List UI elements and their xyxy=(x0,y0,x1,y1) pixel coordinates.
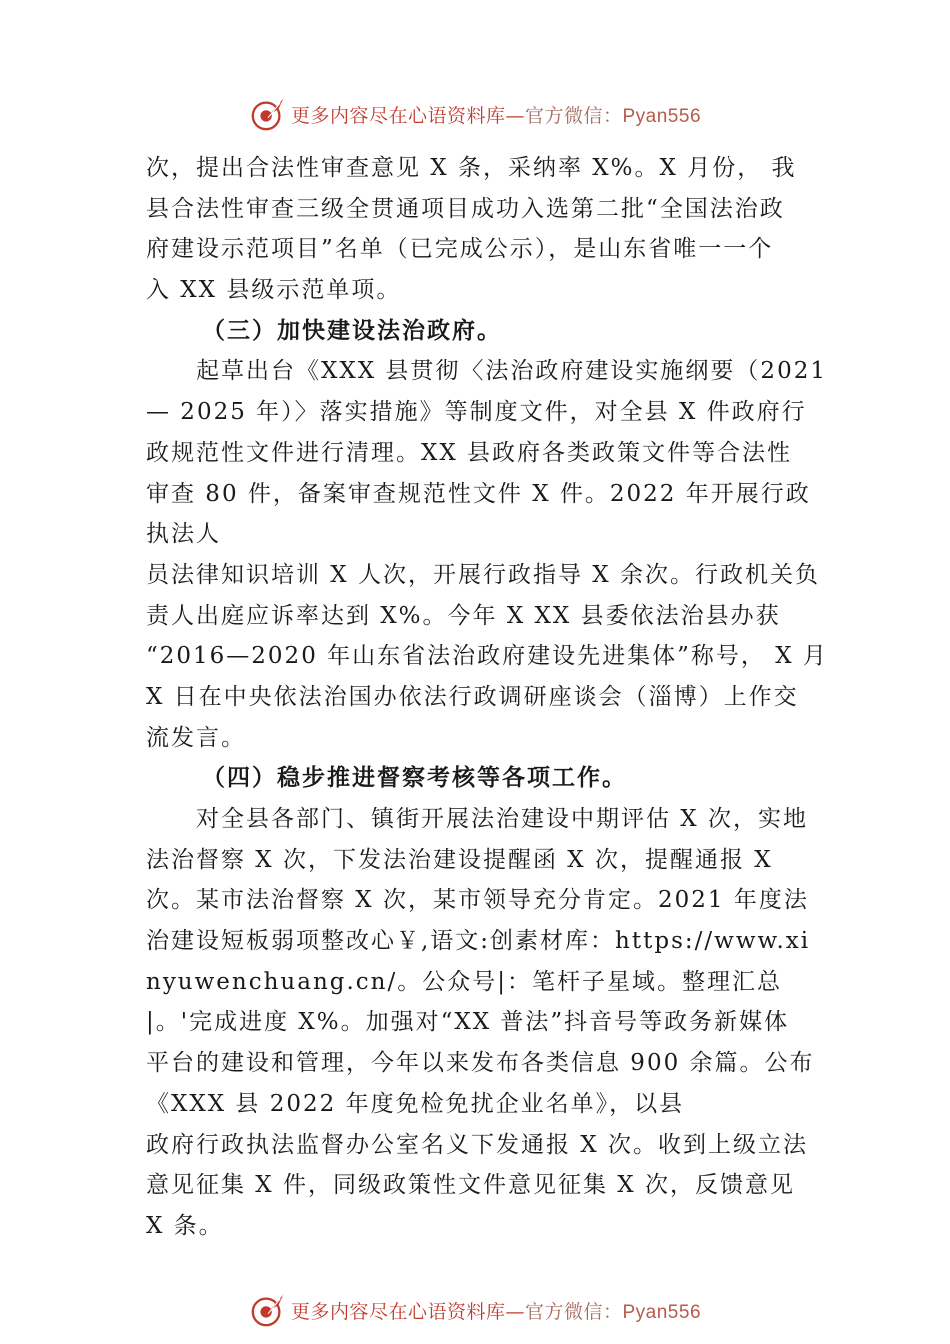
quill-logo-icon xyxy=(249,1291,287,1329)
banner-dash: — xyxy=(505,104,525,127)
text-line: 起草出台《XXX 县贯彻〈法治政府建设实施纲要（2021 xyxy=(196,358,827,385)
text-line: 政府行政执法监督办公室名义下发通报 X 次。收到上级立法 xyxy=(146,1131,808,1158)
banner-text xyxy=(291,101,701,128)
text-line: 府建设示范项目”名单（已完成公示），是山东省唯一一个 xyxy=(146,236,774,263)
text-line: 次。某市法治督察 X 次，某市领导充分肯定。2021 年度法 xyxy=(146,887,809,914)
text-line: 意见征集 X 件，同级政策性文件意见征集 X 次，反馈意见 xyxy=(146,1172,795,1199)
banner-dash: — xyxy=(505,1300,525,1323)
text-line: X 条。 xyxy=(146,1212,224,1239)
text-line: 治建设短板弱项整改心￥,语文:创素材库：https://www.xi xyxy=(146,928,811,955)
text-line: 入 XX 县级示范单项。 xyxy=(146,277,402,304)
banner-text xyxy=(291,1297,701,1324)
text-line: 责人出庭应诉率达到 X%。今年 X XX 县委依法治县办获 xyxy=(146,602,781,629)
text-line: 对全县各部门、镇街开展法治建设中期评估 X 次，实地 xyxy=(196,806,808,832)
banner-wechat-id: Pyan556 xyxy=(622,105,702,127)
text-line: 员法律知识培训 X 人次，开展行政指导 X 余次。行政机关负 xyxy=(146,561,820,588)
text-line: X 日在中央依法治国办依法行政调研座谈会（淄博）上作交 xyxy=(146,683,799,710)
text-line: 执法人 xyxy=(146,521,221,548)
text-line: 《XXX 县 2022 年度免检免扰企业名单》，以县 xyxy=(146,1090,685,1117)
text-line: 政规范性文件进行清理。XX 县政府各类政策文件等合法性 xyxy=(146,439,793,466)
text-line: 审查 80 件，备案审查规范性文件 X 件。2022 年开展行政 xyxy=(146,480,811,507)
text-line: 次，提出合法性审查意见 X 条，采纳率 X%。X 月份， 我 xyxy=(146,155,797,181)
text-line: “2016—2020 年山东省法治政府建设先进集体”称号， X 月 xyxy=(146,643,828,670)
banner-wechat-id: Pyan556 xyxy=(622,1301,702,1323)
text-line: 法治督察 X 次，下发法治建设提醒函 X 次，提醒通报 X xyxy=(146,846,773,873)
banner-site-name: 更多内容尽在心语资料库 xyxy=(290,1300,506,1323)
text-line: 平台的建设和管理，今年以来发布各类信息 900 余篇。公布 xyxy=(146,1050,815,1077)
document-body xyxy=(146,148,828,1247)
banner-site-name: 更多内容尽在心语资料库 xyxy=(290,104,506,127)
section-heading: （三）加快建设法治政府。 xyxy=(202,316,502,344)
header-banner xyxy=(0,94,950,134)
banner-official-label: 官方微信： xyxy=(524,1300,623,1323)
text-line: 流发言。 xyxy=(146,724,246,751)
section-heading: （四）稳步推进督察考核等各项工作。 xyxy=(202,764,627,792)
quill-logo-icon xyxy=(249,95,287,133)
text-line: |。'完成进度 X%。加强对“XX 普法”抖音号等政务新媒体 xyxy=(146,1009,790,1036)
text-line: 县合法性审查三级全贯通项目成功入选第二批“全国法治政 xyxy=(146,195,785,222)
text-line: nyuwenchuang.cn/。公众号|：笔杆子星域。整理汇总 xyxy=(146,968,782,995)
footer-banner xyxy=(0,1290,950,1330)
text-line: — 2025 年）〉落实措施》等制度文件，对全县 X 件政府行 xyxy=(146,399,807,426)
banner-official-label: 官方微信： xyxy=(524,104,623,127)
